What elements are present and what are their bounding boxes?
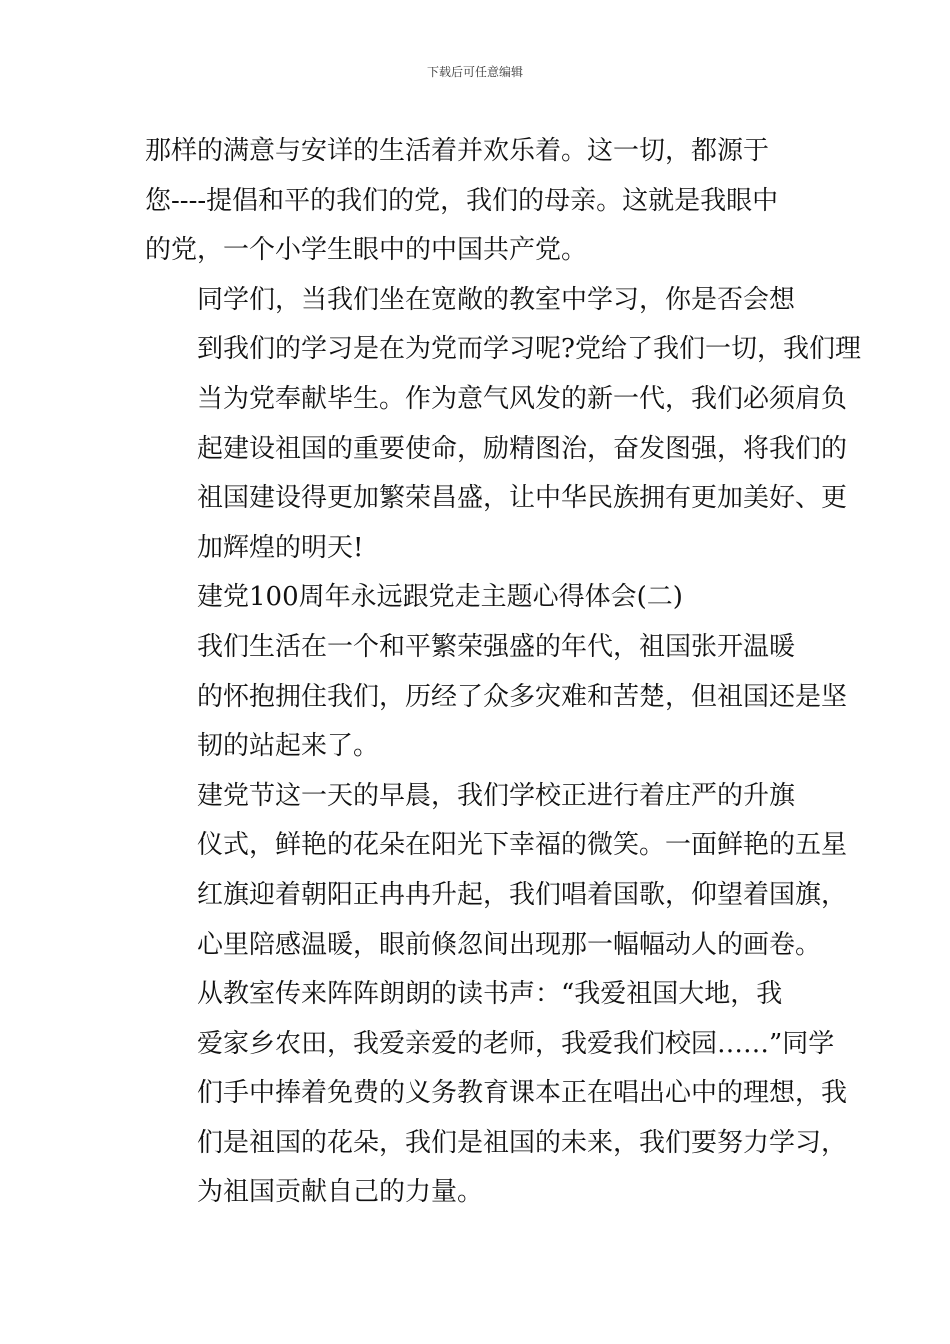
paragraph <box>145 276 861 574</box>
section-heading <box>145 573 807 623</box>
text-line: 心里陪感温暖，眼前倏忽间出现那一幅幅动人的画卷。 <box>197 929 822 960</box>
paragraph <box>145 970 848 1218</box>
text-line: 那样的满意与安详的生活着并欢乐着。这一切，都源于 <box>145 136 770 166</box>
text-line: 们手中捧着免费的义务教育课本正在唱出心中的理想，我 <box>197 1078 848 1109</box>
text-line: 建党100周年永远跟党走主题心得体会(二) <box>197 582 683 613</box>
text-line: 您----提倡和平的我们的党，我们的母亲。这就是我眼中 <box>145 185 779 216</box>
text-line: 们是祖国的花朵，我们是祖国的未来，我们要努力学习， <box>197 1127 848 1158</box>
text-line: 我们生活在一个和平繁荣强盛的年代，祖国张开温暖 <box>197 631 796 662</box>
text-line: 的怀抱拥住我们，历经了众多灾难和苦楚，但祖国还是坚 <box>197 681 848 712</box>
text-line: 到我们的学习是在为党而学习呢?党给了我们一切，我们理 <box>197 334 861 365</box>
paragraph <box>145 623 848 772</box>
text-line: 的党，一个小学生眼中的中国共产党。 <box>145 235 588 266</box>
text-line: 爱家乡农田，我爱亲爱的老师，我爱我们校园……”同学 <box>197 1028 835 1059</box>
text-line: 当为党奉献毕生。作为意气风发的新一代，我们必须肩负 <box>197 383 848 414</box>
text-line: 同学们，当我们坐在宽敞的教室中学习，你是否会想 <box>197 284 796 315</box>
text-line: 加辉煌的明天! <box>197 532 364 563</box>
text-line: 为祖国贡献自己的力量。 <box>197 1177 484 1208</box>
text-line: 祖国建设得更加繁荣昌盛，让中华民族拥有更加美好、更 <box>197 483 848 514</box>
document-body <box>145 127 861 1218</box>
text-line: 起建设祖国的重要使命，励精图治，奋发图强，将我们的 <box>197 433 848 464</box>
page-header: 下载后可任意编辑 <box>426 65 523 79</box>
text-line: 韧的站起来了。 <box>197 731 380 762</box>
paragraph <box>145 772 848 970</box>
text-line: 建党节这一天的早晨，我们学校正进行着庄严的升旗 <box>197 780 796 811</box>
text-line: 红旗迎着朝阳正冉冉升起，我们唱着国歌，仰望着国旗， <box>197 879 848 910</box>
paragraph <box>145 127 807 276</box>
text-line: 仪式，鲜艳的花朵在阳光下幸福的微笑。一面鲜艳的五星 <box>197 830 848 861</box>
text-line: 从教室传来阵阵朗朗的读书声：“我爱祖国大地，我 <box>197 979 783 1010</box>
